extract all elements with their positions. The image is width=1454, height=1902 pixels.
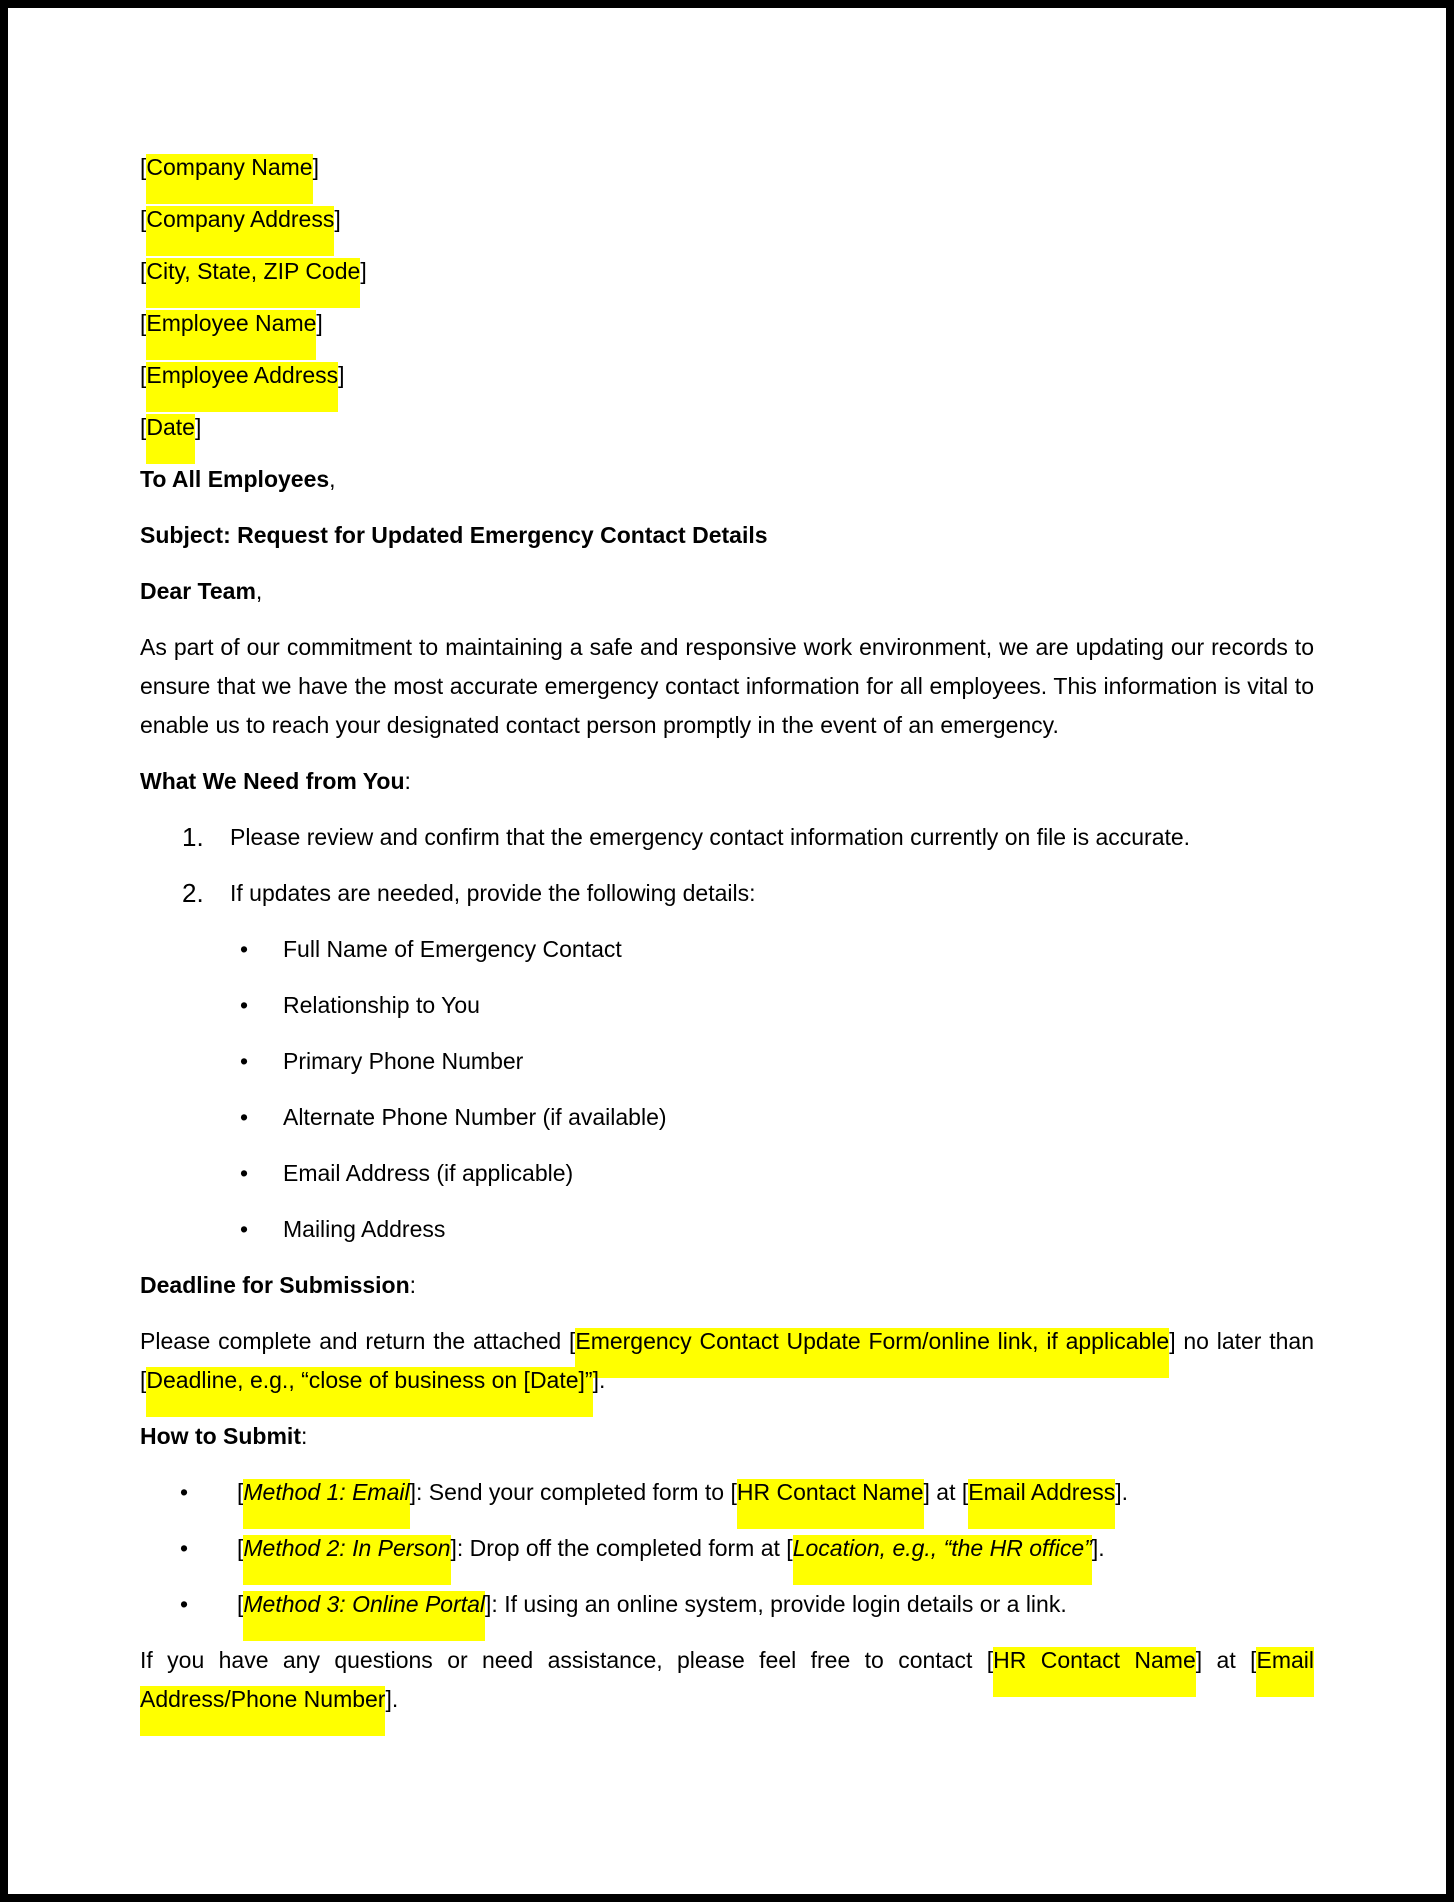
highlighted-placeholder: Date xyxy=(146,414,195,440)
highlighted-placeholder: Employee Name xyxy=(146,310,317,336)
detail-bullet-text: Full Name of Emergency Contact xyxy=(283,936,622,962)
detail-bullet-list xyxy=(140,930,1314,1249)
method-bullet-list xyxy=(140,1473,1314,1624)
text-run: [ xyxy=(237,1479,244,1505)
text-run: [ xyxy=(140,258,147,284)
highlighted-placeholder: Emergency Contact Update Form/online link, if applicable xyxy=(575,1328,1170,1354)
text-run: Please complete and return the attached [ xyxy=(140,1328,576,1354)
text-run: ] xyxy=(312,154,319,180)
text-run: To All Employees xyxy=(140,466,330,492)
detail-bullet-item xyxy=(140,986,1314,1025)
bullet-icon: • xyxy=(240,992,249,1018)
text-run: Deadline for Submission xyxy=(140,1272,410,1298)
text-run: : xyxy=(300,1423,308,1449)
method-bullet-text xyxy=(237,1473,1314,1512)
bullet-icon: • xyxy=(240,1216,249,1242)
bullet-icon: • xyxy=(180,1479,189,1505)
list-number: 1. xyxy=(182,822,204,852)
placeholder-company-name xyxy=(140,148,1314,187)
closing-paragraph xyxy=(140,1641,1314,1719)
detail-bullet-item xyxy=(140,1154,1314,1193)
text-run: How to Submit xyxy=(140,1423,301,1449)
method-bullet-text xyxy=(237,1529,1314,1568)
text-run: ] xyxy=(360,258,367,284)
text-run: [ xyxy=(140,362,147,388)
bullet-icon: • xyxy=(240,936,249,962)
highlighted-placeholder: Location, e.g., “the HR office” xyxy=(792,1535,1092,1561)
text-run: [ xyxy=(140,206,147,232)
text-run: , xyxy=(329,466,336,492)
highlighted-placeholder: HR Contact Name xyxy=(993,1647,1196,1673)
intro-paragraph: As part of our commitment to maintaining a safe and responsive work environment, we are updating our records to ensure that we have the most accurate emergency contact information for all employees. This information is vital to enable us to reach your designated contact person promptly in the event of an emergency. xyxy=(140,634,1314,738)
detail-bullet-item xyxy=(140,1042,1314,1081)
text-run: : xyxy=(404,768,411,794)
text-run: Subject: Request for Updated Emergency Contact Details xyxy=(140,522,768,548)
highlighted-placeholder: City, State, ZIP Code xyxy=(146,258,361,284)
highlighted-placeholder: Method 3: Online Portal xyxy=(243,1591,486,1617)
text-run: Dear Team xyxy=(140,578,256,604)
text-run: ] xyxy=(338,362,345,388)
highlighted-placeholder: HR Contact Name xyxy=(736,1479,924,1505)
text-run: ] xyxy=(194,414,202,440)
highlighted-placeholder: Deadline, e.g., “close of business on [Date]” xyxy=(146,1367,593,1393)
method-bullet-email xyxy=(140,1473,1314,1512)
method-bullet-in-person xyxy=(140,1529,1314,1568)
highlighted-placeholder: Method 2: In Person xyxy=(243,1535,451,1561)
detail-bullet-text: Alternate Phone Number (if available) xyxy=(283,1104,667,1130)
what-we-need-heading xyxy=(140,762,1314,801)
detail-bullet-text: Relationship to You xyxy=(283,992,480,1018)
text-run: If you have any questions or need assistance, please feel free to contact [ xyxy=(140,1647,994,1673)
numbered-list xyxy=(140,818,1314,913)
placeholder-company-address xyxy=(140,200,1314,239)
detail-bullet-item xyxy=(140,1210,1314,1249)
text-run: ] at [ xyxy=(1195,1647,1257,1673)
highlighted-placeholder: Company Address xyxy=(146,206,335,232)
text-run: , xyxy=(255,578,263,604)
text-run: ]: If using an online system, provide login details or a link. xyxy=(485,1591,1067,1617)
numbered-item-text: Please review and confirm that the emergency contact information currently on file is accurate. xyxy=(230,824,1191,850)
recipient-line xyxy=(140,460,1314,499)
detail-bullet-item xyxy=(140,1098,1314,1137)
text-run: [ xyxy=(237,1591,244,1617)
bullet-icon: • xyxy=(180,1535,189,1561)
text-run: : xyxy=(409,1272,417,1298)
highlighted-placeholder: Email Address/Phone Number xyxy=(140,1647,1314,1712)
list-number: 2. xyxy=(182,878,204,908)
how-to-submit-heading xyxy=(140,1417,1314,1456)
bullet-icon: • xyxy=(240,1104,249,1130)
placeholder-city-state-zip xyxy=(140,252,1314,291)
salutation xyxy=(140,572,1314,611)
highlighted-placeholder: Employee Address xyxy=(146,362,339,388)
text-run: ]. xyxy=(1091,1535,1105,1561)
text-run: ]. xyxy=(592,1367,606,1393)
text-run: ] at [ xyxy=(923,1479,969,1505)
deadline-paragraph xyxy=(140,1322,1314,1400)
method-bullet-online-portal xyxy=(140,1585,1314,1624)
detail-bullet-text: Primary Phone Number xyxy=(283,1048,524,1074)
bullet-icon: • xyxy=(240,1048,249,1074)
text-run: ]: Drop off the completed form at [ xyxy=(450,1535,793,1561)
method-bullet-text xyxy=(237,1585,1314,1624)
numbered-item-text: If updates are needed, provide the following details: xyxy=(230,880,756,906)
bullet-icon: • xyxy=(240,1160,249,1186)
text-run: ] xyxy=(334,206,341,232)
text-run: [ xyxy=(237,1535,244,1561)
numbered-item-1 xyxy=(140,818,1314,857)
text-run: ] xyxy=(316,310,323,336)
text-run: What We Need from You xyxy=(140,768,405,794)
detail-bullet-item xyxy=(140,930,1314,969)
text-run: ]. xyxy=(385,1686,399,1712)
deadline-heading xyxy=(140,1266,1314,1305)
highlighted-placeholder: Email Address xyxy=(968,1479,1116,1505)
text-run: [ xyxy=(140,414,147,440)
letter-header-block xyxy=(140,148,1314,447)
highlighted-placeholder: Method 1: Email xyxy=(243,1479,410,1505)
numbered-item-2 xyxy=(140,874,1314,913)
text-run: [ xyxy=(140,154,147,180)
text-run: ]: Send your completed form to [ xyxy=(409,1479,737,1505)
placeholder-employee-address xyxy=(140,356,1314,395)
subject-line xyxy=(140,516,1314,555)
detail-bullet-text: Email Address (if applicable) xyxy=(283,1160,574,1186)
detail-bullet-text: Mailing Address xyxy=(283,1216,446,1242)
bullet-icon: • xyxy=(180,1591,189,1617)
highlighted-placeholder: Company Name xyxy=(146,154,313,180)
placeholder-employee-name xyxy=(140,304,1314,343)
text-run: ] no later than [ xyxy=(140,1328,1314,1393)
placeholder-date xyxy=(140,408,1314,447)
text-run: [ xyxy=(140,310,147,336)
text-run: ]. xyxy=(1115,1479,1129,1505)
